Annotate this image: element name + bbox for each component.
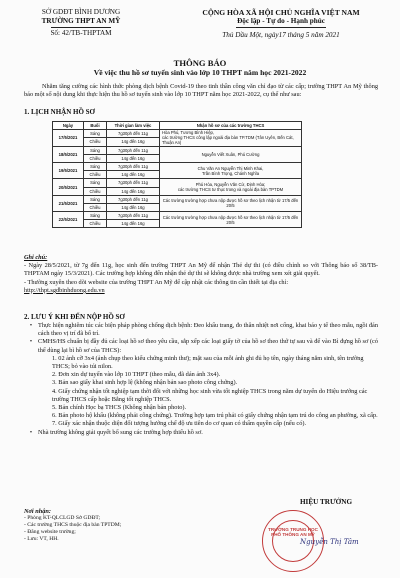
list-item: 7. Giấy xác nhận thuộc diện đối tượng hưởng chế độ ưu tiên do cơ quan có thẩm quyền cấp (nếu có). [52,420,307,428]
table-row [53,195,302,203]
agency-name: SỞ GDĐT BÌNH DƯƠNG [41,8,121,16]
list-item [24,322,378,338]
list-item: - Lưu: VT, HH. [24,536,59,542]
table-row [53,130,302,138]
list-item: - Các trường THCS thuộc địa bàn TPTDM; [24,522,122,528]
recipients-block [24,508,194,543]
header-left-rule [51,27,111,28]
notice-title [0,58,400,78]
row-time: 7g30ph đến 11g [107,212,160,220]
row-time: 7g30ph đến 11g [107,179,160,187]
list-item: 1. 02 ảnh cỡ 3x4 (ảnh chụp theo kiểu chứng minh thư); mặt sau của mỗi ảnh ghi đủ họ tên, ngày tháng năm sinh, tên trường THCS; bỏ vào túi nilon. [52,354,364,371]
document-list [24,355,378,429]
row-schools: Các trường trường hợp chưa nộp được hồ sơ theo lịch nhận từ 17/5 đến 20/5 [160,212,302,228]
table-row [53,146,302,154]
section-1-heading: 1. LỊCH NHẬN HỒ SƠ [24,108,95,116]
bullet-icon: • [29,338,33,346]
list-item: - Phòng KT-QLCLGD Sở GDĐT; [24,515,101,521]
row-date: 22/5/2021 [53,212,84,228]
row-time: 14g đến 16g [107,154,160,162]
section-2-heading: 2. LƯU Ý KHI ĐẾN NỘP HỒ SƠ [24,313,125,321]
row-schools-a: Phú Hòa, Nguyễn Văn Cừ, Định Hòa; [195,182,266,187]
row-session: Sáng [84,162,107,170]
col-header-time: Thời gian làm việc [107,122,160,130]
header-right-rule [236,27,326,28]
row-session: Chiều [84,203,107,211]
row-schools-a: Chu Văn An Nguyễn Thị Minh Khai, [197,165,264,171]
list-item [24,338,378,354]
row-schools: Nguyễn Viết Xuân, Phú Cường [160,146,302,162]
row-time: 7g30ph đến 11g [107,162,160,170]
row-session: Chiều [84,154,107,162]
website-link[interactable]: http://thpt.sgdbinhduong.edu.vn [24,286,105,294]
list-item: 4. Giấy chứng nhận tốt nghiệp tạm thời đối với những học sinh vừa tốt nghiệp THCS trong năm dự tuyển do Hiệu trưởng các trường THCS cấp hoặc Bằng tốt nghiệp THCS. [52,387,368,403]
list-item: - Đăng website trường; [24,529,76,535]
row-date: 19/5/2021 [53,162,84,178]
row-session: Chiều [84,187,107,195]
table-row [53,179,302,187]
bullet-text: CMHS/HS chuẩn bị đầy đủ các loại hồ sơ theo yêu cầu, sắp xếp các loại giấy tờ của hồ sơ theo thứ tự sau và để vào Bì đựng hồ sơ (có thể dùng lại bì hồ sơ của THCS): [38,338,378,354]
notes-label: Ghi chú: [24,254,48,261]
row-schools-b: các trường THCS công lập ngoài địa bàn TP.TDM (Tân Uyên, Bến Cát, Thuận An) [162,135,294,146]
note-line-1: - Ngày 28/5/2021, từ 7g đến 11g, học sinh đến trường THPT An Mỹ để nhận Thẻ dự thi (có điều chỉnh so với Thông báo số 38/TB-THPTAM ngày 15/3/2021). Các trường hợp không đến nhận thẻ dự thi sẽ không được nhà trường xem xét giải quyết. [24,262,378,278]
bullet-text: Nhà trường không giải quyết bổ sung các trường hợp thiếu hồ sơ. [38,428,203,436]
row-time: 14g đến 16g [107,220,160,228]
nation-block [166,8,396,40]
bullet-icon: • [29,428,33,436]
nation-title: CỘNG HÒA XÃ HỘI CHỦ NGHĨA VIỆT NAM [202,8,360,17]
row-schools: Các trường trường hợp chưa nộp được hồ sơ theo lịch nhận từ 17/5 đến 20/5 [160,195,302,211]
row-date: 20/5/2021 [53,179,84,195]
row-schools [160,179,302,195]
place-date: Thủ Dầu Một, ngày17 tháng 5 năm 2021 [222,31,340,39]
row-session: Sáng [84,179,107,187]
row-time: 14g đến 16g [107,203,160,211]
row-time: 14g đến 16g [107,138,160,146]
notes-block [24,254,378,295]
row-session: Chiều [84,220,107,228]
row-date: 21/5/2021 [53,195,84,211]
row-time: 7g30ph đến 11g [107,195,160,203]
row-schools-b: các trường THCS tư thục trong và ngoài địa bàn TPTDM [177,187,284,192]
bullet-icon: • [29,322,33,329]
school-name: TRƯỜNG THPT AN MỸ [41,17,121,25]
row-schools-b: Trần Bình Trọng, Chánh Nghĩa [201,170,260,176]
issuer-block [6,8,156,38]
list-item: 5. Bản chính Học bạ THCS (Không nhận bản photo). [52,404,187,412]
row-time: 7g30ph đến 11g [107,130,160,138]
col-header-date: Ngày [53,122,84,130]
row-session: Sáng [84,146,107,154]
row-time: 14g đến 16g [107,187,160,195]
row-schools [160,162,302,178]
row-session: Sáng [84,195,107,203]
row-date: 17/5/2021 [53,130,84,146]
signatory-title: HIỆU TRƯỞNG [299,498,353,506]
national-motto: Độc lập - Tự do - Hạnh phúc [237,17,325,25]
list-item: 3. Bản sao giấy khai sinh hợp lệ (không nhận bản sao photo công chứng). [52,379,238,387]
row-schools-a: Hòa Phú, Tương Bình Hiệp, [162,130,215,136]
row-session: Chiều [84,171,107,179]
bullet-text: Thực hiện nghiêm túc các biện pháp phòng chống dịch bệnh: Đeo khẩu trang, đo thân nhiệt nơi cổng, khai báo y tế theo mẫu, ngồi đán cách theo vị trí đã bố trí. [38,322,378,338]
table-header-row [53,122,302,130]
signatory-name: Nguyễn Thị Tâm [300,538,359,546]
requirements-block [24,322,378,437]
schedule-table [52,121,302,228]
col-header-session: Buổi [84,122,107,130]
row-session: Chiều [84,138,107,146]
title-subject: Về việc thu hồ sơ tuyển sinh vào lớp 10 THPT năm học 2021-2022 [93,68,307,77]
title-main: THÔNG BÁO [173,58,227,68]
row-date: 18/5/2021 [53,146,84,162]
note-line-2: - Thường xuyên theo dõi website của trường THPT An Mỹ để cập nhật các thông tin cần thiết tại địa chỉ: [24,278,289,286]
list-item: 6. Bản photo hộ khẩu (không phải công chứng). Trường hợp tạm trú phải có giấy chứng nhận tạm trú do công an phường, xã cấp. [52,412,378,420]
list-item: 2. Đơn xin dự tuyển vào lớp 10 THPT (theo mẫu, đã dán ảnh 3x4). [52,371,221,379]
row-time: 14g đến 16g [107,171,160,179]
recipients-label: Nơi nhận: [24,508,52,515]
intro-paragraph: Nhằm tăng cường các hình thức phòng dịch bệnh Covid-19 theo tinh thần công văn chỉ đạo từ các cấp; trường THPT An Mỹ thông báo một số nội dung khi thực hiện thu hồ sơ tuyển sinh vào lớp 10 THPT năm học 2021-2022, cụ thể như sau: [24,83,378,99]
table-row [53,212,302,220]
document-number: Số: 42/TB-THPTAM [50,29,112,37]
list-item [24,429,378,437]
row-session: Sáng [84,130,107,138]
col-header-schools: Nhận hồ sơ của các trường THCS [160,122,302,130]
row-schools [160,130,302,146]
stamp-text: TRƯỜNG TRUNG HỌC PHỔ THÔNG AN MỸ [268,527,318,538]
table-row [53,162,302,170]
row-session: Sáng [84,212,107,220]
row-time: 7g30ph đến 11g [107,146,160,154]
